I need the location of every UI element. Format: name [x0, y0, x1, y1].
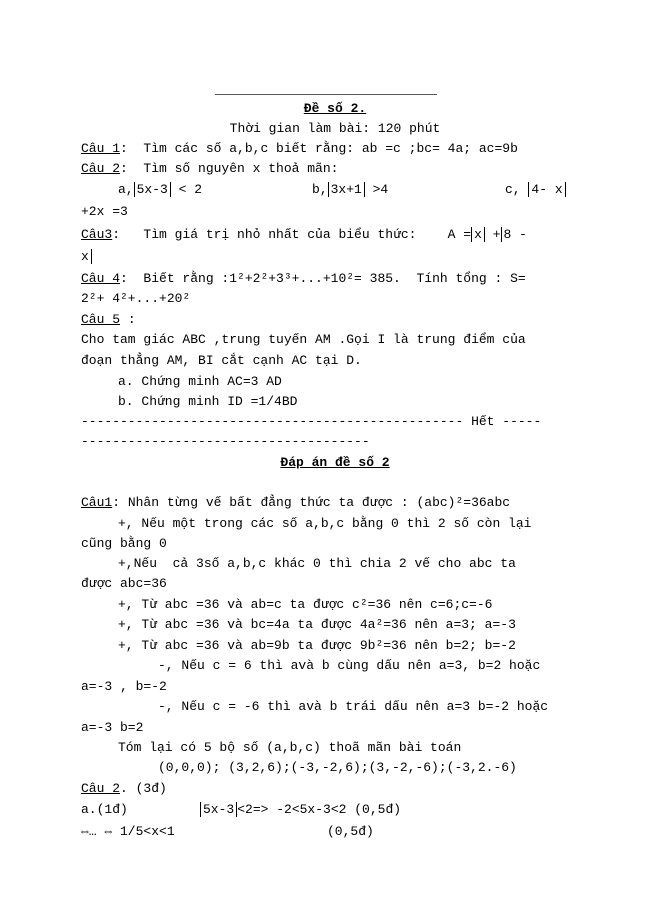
- question-3-label: Câu3: [81, 227, 113, 242]
- answer-1-line: -, Nếu c = -6 thì avà b trái dấu nên a=3 b=-2 hoặc: [158, 699, 549, 714]
- question-3-cont: [81, 249, 92, 265]
- answer-1-solutions: (0,0,0); (3,2,6);(-3,-2,6);(3,-2,-6);(-3,2.-6): [158, 760, 517, 775]
- question-4: Câu 4: Biết rằng :1²+2²+3³+...+10²= 385. Tính tổng : S=: [81, 271, 526, 286]
- question-2c-cont: +2x =3: [81, 204, 128, 219]
- question-1-text: : Tìm các số a,b,c biết rằng: ab =c ;bc= 4a; ac=9b: [120, 141, 518, 156]
- abs-value: x: [471, 227, 485, 242]
- question-4-label: Câu 4: [81, 271, 121, 286]
- answer-2a-line2: ⇔… ⇔ 1/5<x<1: [81, 824, 175, 839]
- question-2-text: : Tìm số nguyên x thoả mãn:: [120, 161, 339, 176]
- question-2c: c, 4- x: [505, 182, 566, 198]
- question-1: [81, 141, 518, 157]
- abs-value-end: x: [81, 249, 92, 264]
- answer-1-line: +, Từ abc =36 và ab=c ta được c²=36 nên c=6;c=-6: [118, 597, 493, 612]
- answer-1-line: a=-3 , b=-2: [81, 679, 167, 694]
- answer-2a: a.(1đ): [81, 802, 128, 817]
- question-3: Câu3: Tìm giá trị nhỏ nhất của biểu thức: A = x + 8 -: [81, 227, 527, 242]
- answer-1-line: Tóm lại có 5 bộ số (a,b,c) thoã mãn bài toán: [118, 740, 462, 755]
- answer-1-line: +, Từ abc =36 và bc=4a ta được 4a²=36 nên a=3; a=-3: [118, 617, 516, 632]
- question-1-label: Câu 1: [81, 141, 121, 156]
- question-5: Câu 5 :: [81, 312, 136, 327]
- answer-1-line: +, Nếu một trong các số a,b,c bằng 0 thì 2 số còn lại: [118, 516, 532, 531]
- abs-value: 5x-3: [134, 182, 171, 197]
- answer-2a-score: (0,5đ): [327, 824, 374, 839]
- abs-value: 3x+1: [328, 182, 365, 197]
- exam-title: Đề số 2.: [303, 101, 367, 116]
- question-4-cont: 2²+ 4²+...+20²: [81, 291, 191, 306]
- end-marker-cont: -------------------------------------: [81, 434, 370, 449]
- answer-1-line: +, Từ abc =36 và ab=9b ta được 9b²=36 nên b=2; b=-2: [118, 638, 516, 653]
- answer-2a-expr: 5x-3 <2=> -2<5x-3<2 (0,5đ): [200, 802, 401, 818]
- question-5a: a. Chứng minh AC=3 AD: [118, 374, 282, 389]
- answer-1-line: +,Nếu cả 3số a,b,c khác 0 thì chia 2 vế cho abc ta: [118, 556, 516, 571]
- answer-1-line: được abc=36: [81, 576, 167, 591]
- question-2a: a, 5x-3 < 2: [118, 182, 203, 197]
- answer-1: Câu1: Nhân từng vế bất đẳng thức ta được : (abc)²=36abc: [81, 495, 511, 510]
- answer-2-label: Câu 2: [81, 781, 121, 796]
- answer-2: Câu 2. (3đ): [81, 781, 167, 796]
- end-marker: ------------------------------------------------- Hết -----: [81, 414, 542, 429]
- question-2: [81, 161, 338, 177]
- question-2-label: Câu 2: [81, 161, 121, 176]
- header-rule: [215, 94, 437, 95]
- answer-title: Đáp án đề số 2: [280, 455, 390, 470]
- exam-time: Thời gian làm bài: 120 phút: [229, 121, 441, 136]
- abs-value-start: 8 -: [501, 227, 527, 242]
- question-5-line2: đoạn thẳng AM, BI cắt cạnh AC tại D.: [81, 353, 362, 368]
- abs-value: 5x-3: [200, 802, 237, 817]
- question-5-label: Câu 5: [81, 312, 121, 327]
- question-5-line1: Cho tam giác ABC ,trung tuyến AM .Gọi I là trung điểm của: [81, 332, 526, 347]
- answer-1-label: Câu1: [81, 495, 113, 510]
- answer-1-line: a=-3 b=2: [81, 720, 144, 735]
- answer-1-line: cũng bằng 0: [81, 536, 167, 551]
- question-5b: b. Chứng minh ID =1/4BD: [118, 394, 298, 409]
- abs-value: 4- x: [528, 182, 565, 197]
- question-2b: b, 3x+1 >4: [312, 182, 389, 197]
- answer-1-line: -, Nếu c = 6 thì avà b cùng dấu nên a=3, b=2 hoặc: [158, 658, 541, 673]
